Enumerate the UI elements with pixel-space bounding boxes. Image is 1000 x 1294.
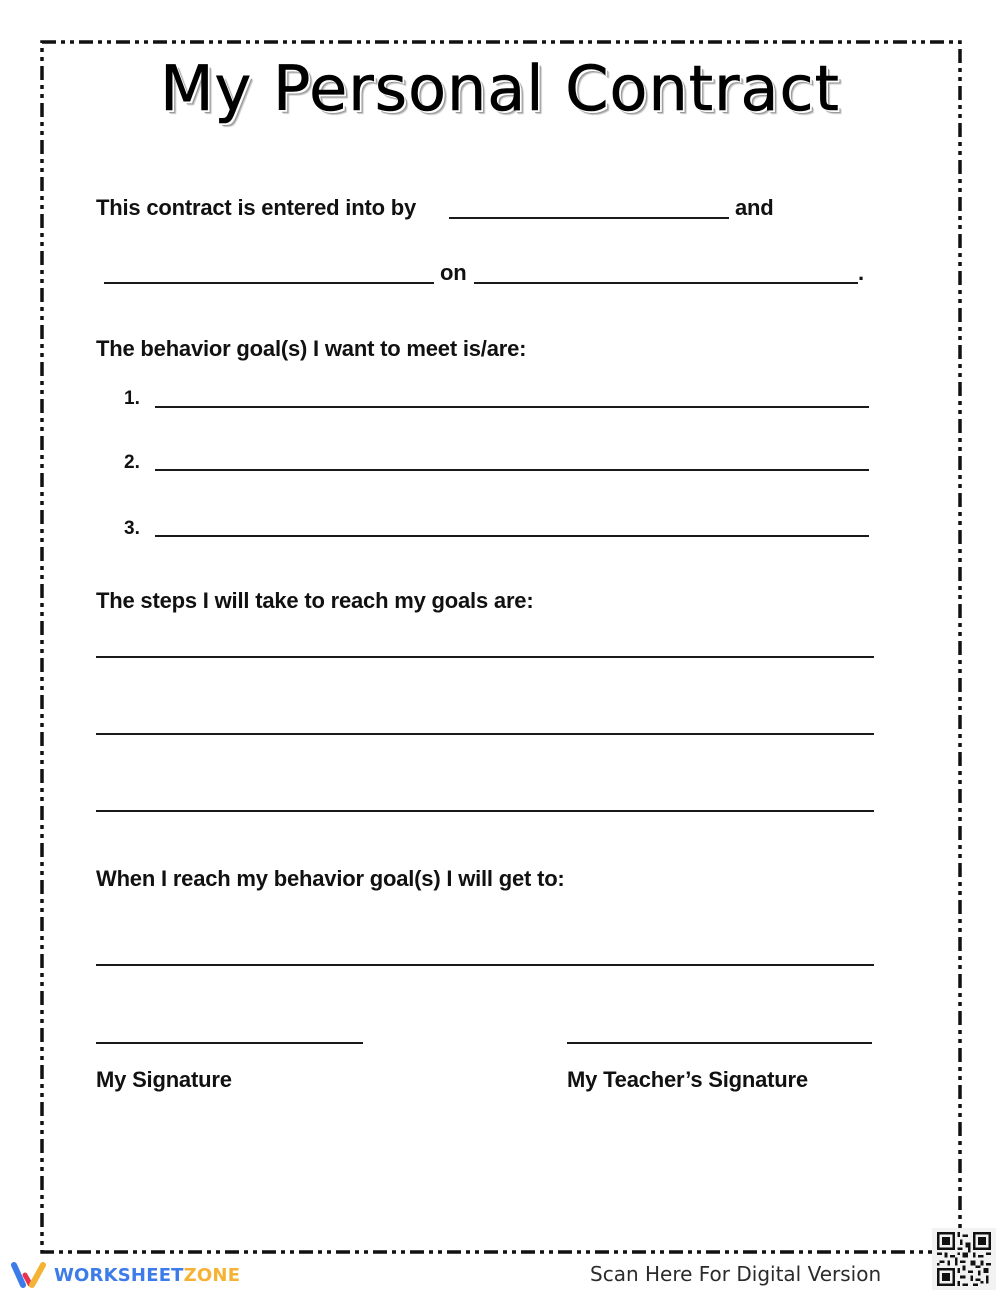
intro-period: .: [858, 260, 864, 285]
goals-heading: The behavior goal(s) I want to meet is/are:: [96, 336, 527, 361]
goal-number-2: 2.: [124, 452, 140, 473]
intro-text-prefix: This contract is entered into by: [96, 195, 416, 220]
brand-name: WORKSHEETZONE: [54, 1264, 241, 1286]
goal-blank-3[interactable]: [155, 535, 869, 537]
reward-heading: When I reach my behavior goal(s) I will get to:: [96, 866, 565, 891]
steps-heading: The steps I will take to reach my goals are:: [96, 588, 534, 613]
party-one-blank[interactable]: [449, 217, 729, 219]
date-blank[interactable]: [474, 282, 858, 284]
steps-blank-1[interactable]: [96, 656, 874, 658]
goal-blank-1[interactable]: [155, 406, 869, 408]
page-title: My Personal Contract: [160, 52, 840, 125]
intro-text-on: on: [440, 260, 467, 285]
steps-blank-3[interactable]: [96, 810, 874, 812]
goal-number-1: 1.: [124, 388, 140, 409]
teacher-signature-blank[interactable]: [567, 1042, 872, 1044]
intro-text-and: and: [735, 195, 774, 220]
scan-prompt: Scan Here For Digital Version: [590, 1262, 882, 1286]
student-signature-blank[interactable]: [96, 1042, 363, 1044]
party-two-blank[interactable]: [104, 282, 434, 284]
goal-number-3: 3.: [124, 518, 140, 539]
goal-blank-2[interactable]: [155, 469, 869, 471]
student-signature-label: My Signature: [96, 1067, 232, 1092]
steps-blank-2[interactable]: [96, 733, 874, 735]
worksheetzone-logo-icon: [10, 1261, 48, 1289]
reward-blank[interactable]: [96, 964, 874, 966]
worksheetzone-logo[interactable]: [10, 1260, 240, 1290]
teacher-signature-label: My Teacher’s Signature: [567, 1067, 808, 1092]
qr-code-icon[interactable]: [932, 1228, 996, 1290]
